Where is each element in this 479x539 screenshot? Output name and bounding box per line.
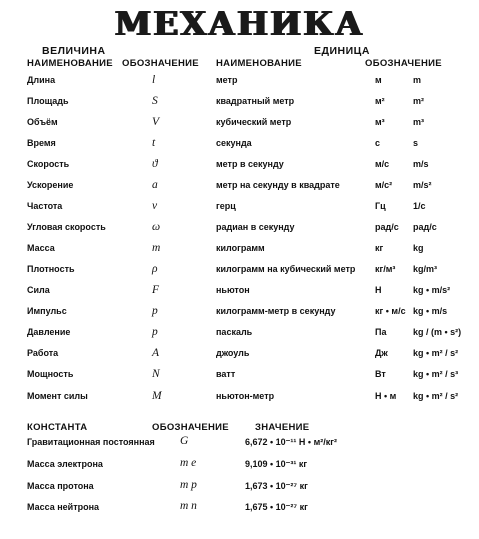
quantity-symbol: V (152, 116, 160, 128)
quantity-name: Длина (27, 75, 56, 85)
quantity-name: Площадь (27, 96, 69, 106)
table-row (0, 437, 479, 457)
unit-name: квадратный метр (216, 96, 295, 106)
constant-name: Масса протона (27, 481, 94, 491)
constant-value: 6,672 • 10⁻¹¹ Н • м²/кг² (245, 437, 337, 447)
table-row (0, 348, 479, 368)
unit-symbol-ru: м³ (375, 117, 385, 127)
constant-symbol: m n (180, 500, 197, 512)
quantity-name: Мощность (27, 369, 74, 379)
table-row (0, 327, 479, 347)
quantity-name: Сила (27, 285, 50, 295)
unit-symbol-ru: Па (375, 327, 387, 337)
constant-value-column-header: ЗНАЧЕНИЕ (255, 422, 310, 433)
quantity-group-header: ВЕЛИЧИНА (42, 45, 106, 57)
table-row (0, 459, 479, 479)
quantity-name: Время (27, 138, 56, 148)
quantity-name: Угловая скорость (27, 222, 106, 232)
unit-symbol-ru: с (375, 138, 381, 148)
quantity-symbol: t (152, 137, 156, 149)
quantity-name: Ускорение (27, 180, 74, 190)
unit-symbol-intl: 1/c (413, 201, 426, 211)
quantity-symbol: a (152, 179, 158, 191)
unit-symbol-ru: Гц (375, 201, 386, 211)
unit-symbol-intl: m/s² (413, 180, 432, 190)
unit-symbol-intl: s (413, 138, 419, 148)
quantity-name: Давление (27, 327, 71, 337)
quantity-symbol: ρ (152, 263, 158, 275)
quantity-symbol: A (152, 347, 160, 359)
constant-symbol-column-header: ОБОЗНАЧЕНИЕ (152, 422, 229, 433)
unit-name: паскаль (216, 327, 253, 337)
unit-symbol-ru: м (375, 75, 382, 85)
unit-name: джоуль (216, 348, 250, 358)
unit-symbol-ru: кг (375, 243, 384, 253)
quantity-symbol: v (152, 200, 158, 212)
unit-symbol-intl: m² (413, 96, 424, 106)
unit-symbol-intl: kg • m² / s³ (413, 369, 459, 379)
unit-name: секунда (216, 138, 252, 148)
constant-symbol: G (180, 435, 189, 447)
quantity-name: Плотность (27, 264, 75, 274)
table-row (0, 306, 479, 326)
table-row (0, 369, 479, 389)
unit-symbol-intl: m (413, 75, 422, 85)
unit-symbol-intl: kg (413, 243, 424, 253)
constant-value: 9,109 • 10⁻³¹ кг (245, 459, 308, 469)
unit-group-header: ЕДИНИЦА (314, 45, 370, 57)
quantity-name: Импульс (27, 306, 67, 316)
unit-name: метр на секунду в квадрате (216, 180, 340, 190)
unit-name: килограмм на кубический метр (216, 264, 356, 274)
quantity-symbol: F (152, 284, 160, 296)
table-row (0, 117, 479, 137)
table-row (0, 75, 479, 95)
table-row (0, 96, 479, 116)
unit-symbol-intl: kg • m/s (413, 306, 448, 316)
quantity-name: Скорость (27, 159, 70, 169)
constant-value: 1,673 • 10⁻²⁷ кг (245, 481, 308, 491)
constant-name: Гравитационная постоянная (27, 437, 155, 447)
unit-symbol-column-header: ОБОЗНАЧЕНИЕ (365, 58, 442, 69)
unit-symbol-ru: Вт (375, 369, 386, 379)
quantity-name: Объём (27, 117, 58, 127)
table-row (0, 481, 479, 501)
constant-name: Масса нейтрона (27, 502, 100, 512)
table-row (0, 159, 479, 179)
symbol-column-header: ОБОЗНАЧЕНИЕ (122, 58, 199, 69)
unit-symbol-intl: m/s (413, 159, 429, 169)
unit-symbol-ru: м/с (375, 159, 390, 169)
quantity-symbol: p (152, 305, 158, 317)
unit-symbol-intl: kg/m³ (413, 264, 438, 274)
unit-symbol-ru: Н • м (375, 391, 397, 401)
constant-name: Масса электрона (27, 459, 103, 469)
table-row (0, 222, 479, 242)
unit-name: ватт (216, 369, 236, 379)
unit-symbol-ru: Дж (375, 348, 388, 358)
table-row (0, 285, 479, 305)
unit-name-column-header: НАИМЕНОВАНИЕ (216, 58, 302, 69)
unit-name: радиан в секунду (216, 222, 295, 232)
unit-symbol-ru: м/с² (375, 180, 393, 190)
unit-symbol-intl: kg • m² / s² (413, 391, 459, 401)
constant-value: 1,675 • 10⁻²⁷ кг (245, 502, 308, 512)
unit-symbol-ru: кг/м³ (375, 264, 396, 274)
unit-name: ньютон-метр (216, 391, 275, 401)
unit-symbol-ru: м² (375, 96, 385, 106)
quantity-symbol: p (152, 326, 158, 338)
unit-name: метр (216, 75, 238, 85)
unit-symbol-ru: кг • м/с (375, 306, 406, 316)
quantity-symbol: S (152, 95, 158, 107)
table-row (0, 243, 479, 263)
constant-symbol: m p (180, 479, 197, 491)
quantity-symbol: N (152, 368, 160, 380)
quantity-name: Момент силы (27, 391, 88, 401)
page-title: МЕХАНИКА (114, 4, 365, 43)
quantity-symbol: m (152, 242, 161, 254)
unit-name: ньютон (216, 285, 250, 295)
table-row (0, 138, 479, 158)
unit-name: герц (216, 201, 236, 211)
quantity-symbol: ϑ (152, 158, 158, 170)
constant-column-header: КОНСТАНТА (27, 422, 88, 433)
unit-symbol-ru: рад/с (375, 222, 399, 232)
table-row (0, 502, 479, 522)
table-row (0, 391, 479, 411)
unit-symbol-intl: kg • m² / s² (413, 348, 459, 358)
quantity-name: Работа (27, 348, 59, 358)
unit-name: кубический метр (216, 117, 292, 127)
unit-name: килограмм-метр в секунду (216, 306, 336, 316)
table-row (0, 180, 479, 200)
constant-symbol: m e (180, 457, 197, 469)
unit-name: килограмм (216, 243, 265, 253)
unit-symbol-intl: kg • m/s² (413, 285, 451, 295)
name-column-header: НАИМЕНОВАНИЕ (27, 58, 113, 69)
unit-symbol-intl: рад/с (413, 222, 437, 232)
quantity-name: Масса (27, 243, 55, 253)
table-row (0, 201, 479, 221)
quantity-symbol: l (152, 74, 156, 86)
quantity-symbol: ω (152, 221, 161, 233)
quantity-name: Частота (27, 201, 63, 211)
unit-symbol-intl: kg / (m • s²) (413, 327, 462, 337)
quantity-symbol: M (152, 390, 162, 402)
unit-symbol-ru: Н (375, 285, 382, 295)
unit-name: метр в секунду (216, 159, 284, 169)
table-row (0, 264, 479, 284)
unit-symbol-intl: m³ (413, 117, 424, 127)
